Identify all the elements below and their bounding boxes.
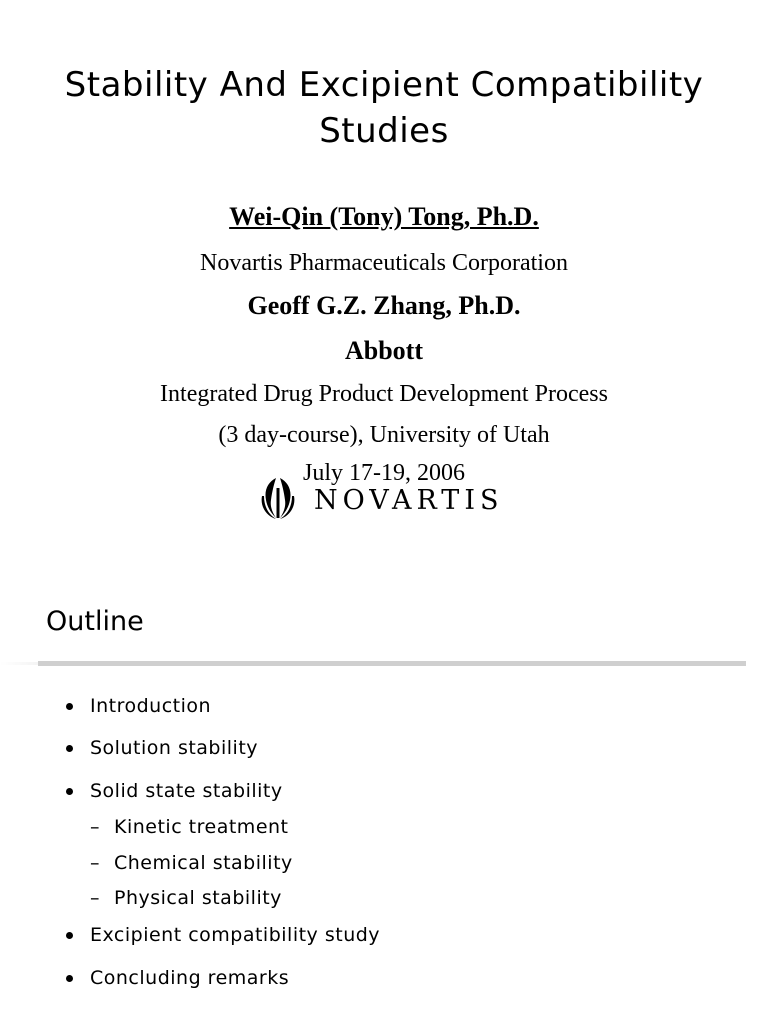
sub-item-marker: – [90, 852, 100, 874]
course-location: (3 day-course), University of Utah [218, 422, 550, 448]
list-item: Concluding remarks [90, 967, 290, 989]
course-title: Integrated Drug Product Development Process [160, 381, 608, 407]
novartis-logo [258, 476, 518, 522]
bullet-icon [66, 745, 73, 752]
list-item: Introduction [90, 695, 212, 717]
list-item: Solution stability [90, 737, 259, 759]
bullet-icon [66, 788, 73, 795]
affiliation-secondary: Abbott [344, 336, 423, 365]
course-dates: July 17-19, 2006 [303, 460, 465, 486]
author-secondary: Geoff G.Z. Zhang, Ph.D. [247, 291, 521, 320]
novartis-flame-icon [258, 476, 298, 520]
sub-list-item: Physical stability [114, 887, 282, 909]
author-primary: Wei-Qin (Tony) Tong, Ph.D. [229, 202, 539, 231]
list-item: Solid state stability [90, 780, 283, 802]
sub-list-item: Chemical stability [114, 852, 293, 874]
bullet-icon [66, 975, 73, 982]
affiliation-primary: Novartis Pharmaceuticals Corporation [200, 250, 568, 276]
list-item: Excipient compatibility study [90, 924, 381, 946]
outline-title: Outline [46, 606, 144, 637]
title-divider [0, 660, 768, 670]
novartis-wordmark: NOVARTIS [314, 485, 504, 516]
sub-list-item: Kinetic treatment [114, 816, 289, 838]
slide-title [0, 62, 768, 154]
slide-title-line-1: Stability And Excipient Compatibility [64, 65, 704, 105]
slide-title-line-2: Studies [319, 111, 449, 151]
bullet-icon [66, 932, 73, 939]
sub-item-marker: – [90, 887, 100, 909]
sub-item-marker: – [90, 816, 100, 838]
bullet-icon [66, 703, 73, 710]
